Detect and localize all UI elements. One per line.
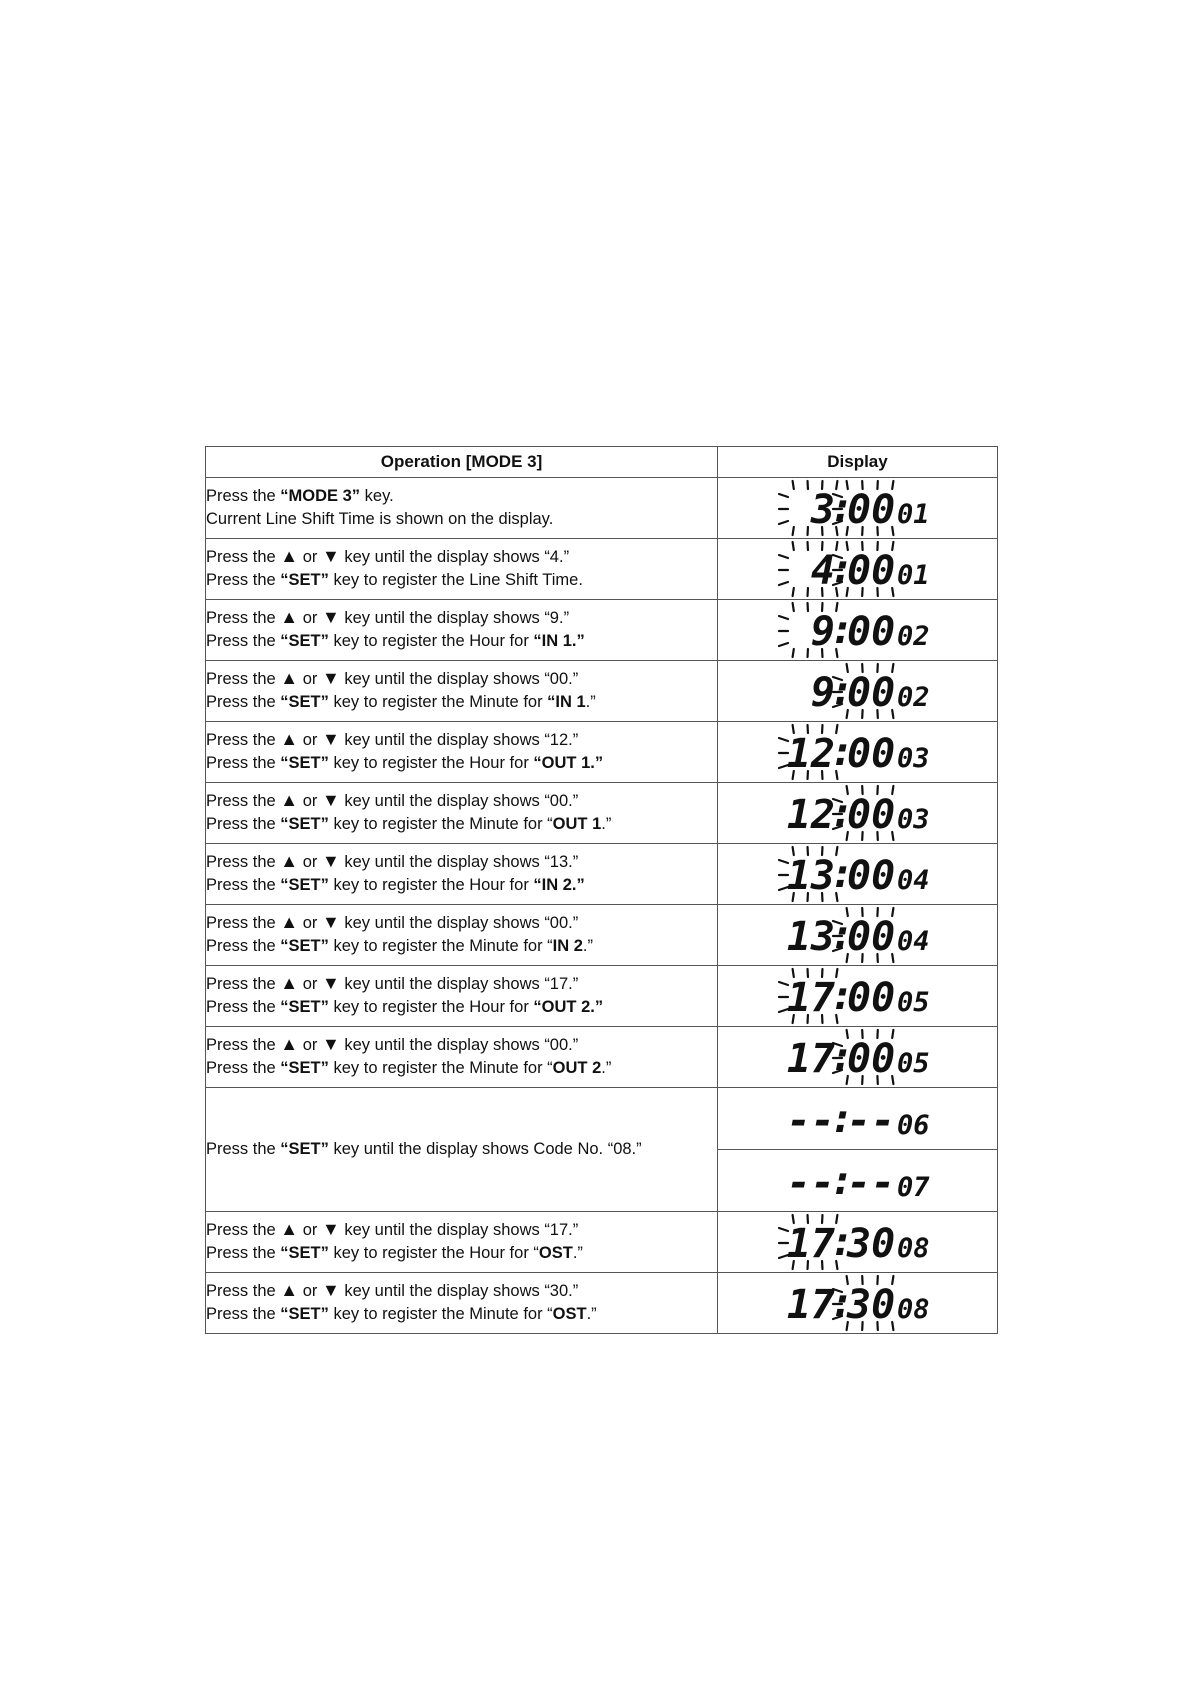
display-cell xyxy=(718,478,998,539)
operation-cell xyxy=(206,1088,718,1212)
lcd-display xyxy=(773,1213,943,1271)
instruction-text: Press the xyxy=(206,876,281,894)
instruction-text: Press the xyxy=(206,1244,281,1262)
up-triangle-icon: ▲ xyxy=(280,607,299,627)
lcd-colon: : xyxy=(829,851,854,897)
table-row xyxy=(206,905,998,966)
operation-cell xyxy=(206,722,718,783)
lcd-minute: -- xyxy=(846,1097,895,1144)
lcd-colon: : xyxy=(829,1280,854,1326)
instruction-line xyxy=(206,752,717,775)
key-name: OUT 1 xyxy=(552,815,602,833)
instruction-line xyxy=(206,569,717,592)
lcd-code: 05 xyxy=(896,1048,930,1079)
instruction-line xyxy=(206,912,717,935)
lcd-hour: -- xyxy=(786,1159,835,1206)
instruction-line xyxy=(206,813,717,836)
table-row xyxy=(206,844,998,905)
hour-blink-ray xyxy=(779,494,788,497)
instruction-line xyxy=(206,546,717,569)
table-row xyxy=(206,783,998,844)
instruction-text: key until the display shows “00.” xyxy=(339,792,579,810)
instruction-text: key until the display shows “4.” xyxy=(339,548,570,566)
up-triangle-icon: ▲ xyxy=(280,1280,299,1300)
display-cell xyxy=(718,539,998,600)
down-triangle-icon: ▼ xyxy=(321,912,340,932)
lcd-hour: -- xyxy=(786,1097,835,1144)
down-triangle-icon: ▼ xyxy=(321,1219,340,1239)
instruction-text: or xyxy=(298,1221,322,1239)
lcd-code: 03 xyxy=(896,743,930,774)
table-header-row xyxy=(206,447,998,478)
instruction-line xyxy=(206,851,717,874)
instruction-line xyxy=(206,485,717,508)
instruction-text: Press the xyxy=(206,731,281,749)
instruction-line xyxy=(206,874,717,897)
lcd-hour: 12 xyxy=(786,792,835,838)
lcd-colon: : xyxy=(829,1095,854,1142)
instruction-text: Press the xyxy=(206,571,281,589)
lcd-minute: 00 xyxy=(846,1036,895,1082)
table-row xyxy=(206,1027,998,1088)
mode3-operation-table xyxy=(205,446,998,1334)
key-name: OST xyxy=(552,1305,587,1323)
instruction-text: key to register the Minute for “ xyxy=(328,937,553,955)
instruction-text: or xyxy=(298,792,322,810)
instruction-text: Press the xyxy=(206,693,281,711)
instruction-text: key until the display shows “17.” xyxy=(339,975,579,993)
key-name: “SET” xyxy=(280,1305,329,1323)
key-name: “OUT 1.” xyxy=(533,754,604,772)
instruction-line xyxy=(206,790,717,813)
lcd-minute: 00 xyxy=(846,670,895,716)
operation-cell xyxy=(206,539,718,600)
down-triangle-icon: ▼ xyxy=(321,851,340,871)
display-cell xyxy=(718,783,998,844)
lcd-colon: : xyxy=(829,546,854,592)
hour-blink-ray xyxy=(779,521,788,524)
lcd-minute: 30 xyxy=(846,1282,895,1328)
lcd-code: 04 xyxy=(896,865,930,896)
operation-column-header: Operation [MODE 3] xyxy=(206,447,718,478)
table-row xyxy=(206,661,998,722)
instruction-text: Press the xyxy=(206,792,281,810)
lcd-display xyxy=(773,1090,943,1148)
display-column-header: Display xyxy=(718,447,998,478)
down-triangle-icon: ▼ xyxy=(321,1034,340,1054)
instruction-text: Press the xyxy=(206,1221,281,1239)
instruction-text: Press the xyxy=(206,632,281,650)
operation-cell xyxy=(206,600,718,661)
up-triangle-icon: ▲ xyxy=(280,851,299,871)
lcd-hour: 12 xyxy=(786,731,835,777)
instruction-text: key until the display shows “00.” xyxy=(339,914,579,932)
instruction-line xyxy=(206,935,717,958)
lcd-colon: : xyxy=(829,912,854,958)
instruction-text: Press the xyxy=(206,1140,281,1158)
key-name: “SET” xyxy=(280,998,329,1016)
lcd-display xyxy=(773,723,943,781)
lcd-display xyxy=(773,1152,943,1210)
down-triangle-icon: ▼ xyxy=(321,546,340,566)
down-triangle-icon: ▼ xyxy=(321,1280,340,1300)
up-triangle-icon: ▲ xyxy=(280,1219,299,1239)
lcd-display xyxy=(773,662,943,720)
instruction-line xyxy=(206,996,717,1019)
operation-cell xyxy=(206,661,718,722)
key-name: “SET” xyxy=(280,571,329,589)
instruction-text: Press the xyxy=(206,548,281,566)
instruction-text: .” xyxy=(586,1305,597,1323)
up-triangle-icon: ▲ xyxy=(280,668,299,688)
lcd-hour: 3 xyxy=(810,487,835,533)
key-name: “SET” xyxy=(280,632,329,650)
instruction-text: key to register the Minute for “ xyxy=(328,815,553,833)
lcd-display xyxy=(773,784,943,842)
lcd-code: 08 xyxy=(896,1233,930,1264)
up-triangle-icon: ▲ xyxy=(280,546,299,566)
key-name: “OUT 2.” xyxy=(533,998,604,1016)
instruction-text: key until the display shows “13.” xyxy=(339,853,579,871)
instruction-text: .” xyxy=(582,937,594,955)
instruction-text: or xyxy=(298,914,322,932)
table-row xyxy=(206,539,998,600)
lcd-hour: 17 xyxy=(786,975,835,1021)
lcd-colon: : xyxy=(829,1157,854,1204)
display-cell xyxy=(718,722,998,783)
lcd-display xyxy=(773,479,943,537)
instruction-text: Press the xyxy=(206,914,281,932)
instruction-line xyxy=(206,1280,717,1303)
lcd-minute: 00 xyxy=(846,609,895,655)
lcd-colon: : xyxy=(829,729,854,775)
instruction-text: key to register the Hour for xyxy=(328,998,534,1016)
lcd-code: 03 xyxy=(896,804,930,835)
instruction-line xyxy=(206,1057,717,1080)
lcd-colon: : xyxy=(829,790,854,836)
instruction-text: or xyxy=(298,609,322,627)
display-cell xyxy=(718,661,998,722)
lcd-hour: 17 xyxy=(786,1221,835,1267)
instruction-text: key until the display shows “00.” xyxy=(339,1036,579,1054)
lcd-code: 02 xyxy=(896,682,930,713)
instruction-text: key until the display shows “9.” xyxy=(339,609,570,627)
instruction-line xyxy=(206,1242,717,1265)
instruction-text: .” xyxy=(585,693,596,711)
up-triangle-icon: ▲ xyxy=(280,1034,299,1054)
instruction-text: Press the xyxy=(206,754,281,772)
instruction-line xyxy=(206,607,717,630)
display-cell xyxy=(718,905,998,966)
hour-blink-ray xyxy=(792,603,793,611)
table-row xyxy=(206,1273,998,1334)
instruction-text: or xyxy=(298,670,322,688)
lcd-display xyxy=(773,1274,943,1332)
display-cell xyxy=(718,600,998,661)
instruction-text: key to register the Line Shift Time. xyxy=(328,571,583,589)
instruction-text: Press the xyxy=(206,1282,281,1300)
key-name: “SET” xyxy=(280,693,329,711)
instruction-text: key until the display shows Code No. “08.” xyxy=(328,1140,642,1158)
lcd-minute: 30 xyxy=(846,1221,895,1267)
instruction-text: key until the display shows “12.” xyxy=(339,731,579,749)
lcd-minute: 00 xyxy=(846,731,895,777)
instruction-text: key to register the Minute for xyxy=(328,693,548,711)
hour-blink-ray xyxy=(779,555,788,558)
operation-cell xyxy=(206,1027,718,1088)
key-name: “IN 1 xyxy=(547,693,586,711)
lcd-display xyxy=(773,540,943,598)
display-cell xyxy=(718,844,998,905)
instruction-text: key to register the Hour for xyxy=(328,876,534,894)
operation-cell xyxy=(206,966,718,1027)
up-triangle-icon: ▲ xyxy=(280,729,299,749)
instruction-text: key to register the Hour for xyxy=(328,754,534,772)
display-cell xyxy=(718,1027,998,1088)
instruction-text: key. xyxy=(360,487,394,505)
instruction-line xyxy=(206,508,717,531)
instruction-text: or xyxy=(298,1282,322,1300)
lcd-code: 08 xyxy=(896,1294,930,1325)
lcd-display xyxy=(773,967,943,1025)
key-name: OUT 2 xyxy=(552,1059,602,1077)
hour-blink-ray xyxy=(779,643,788,646)
lcd-hour: 4 xyxy=(810,548,835,594)
lcd-minute: 00 xyxy=(846,487,895,533)
instruction-text: Press the xyxy=(206,998,281,1016)
lcd-colon: : xyxy=(829,668,854,714)
down-triangle-icon: ▼ xyxy=(321,790,340,810)
down-triangle-icon: ▼ xyxy=(321,668,340,688)
hour-blink-ray xyxy=(792,527,793,535)
lcd-colon: : xyxy=(829,485,854,531)
instruction-text: Press the xyxy=(206,853,281,871)
lcd-minute: 00 xyxy=(846,914,895,960)
lcd-colon: : xyxy=(829,1034,854,1080)
instruction-text: key until the display shows “17.” xyxy=(339,1221,579,1239)
instruction-line xyxy=(206,729,717,752)
key-name: “SET” xyxy=(280,876,329,894)
lcd-hour: 17 xyxy=(786,1036,835,1082)
lcd-minute: 00 xyxy=(846,792,895,838)
instruction-text: Press the xyxy=(206,815,281,833)
key-name: “SET” xyxy=(280,1244,329,1262)
lcd-colon: : xyxy=(829,607,854,653)
instruction-text: .” xyxy=(601,1059,612,1077)
lcd-colon: : xyxy=(829,973,854,1019)
lcd-code: 06 xyxy=(896,1109,930,1141)
instruction-line xyxy=(206,1034,717,1057)
display-cell xyxy=(718,1212,998,1273)
lcd-code: 07 xyxy=(896,1171,930,1203)
key-name: “SET” xyxy=(280,815,329,833)
instruction-text: or xyxy=(298,1036,322,1054)
instruction-text: Press the xyxy=(206,937,281,955)
operation-cell xyxy=(206,478,718,539)
operation-cell xyxy=(206,844,718,905)
hour-blink-ray xyxy=(779,582,788,585)
instruction-text: Press the xyxy=(206,1059,281,1077)
up-triangle-icon: ▲ xyxy=(280,973,299,993)
key-name: “SET” xyxy=(280,937,329,955)
display-cell xyxy=(718,966,998,1027)
key-name: “IN 1.” xyxy=(533,632,585,650)
lcd-hour: 17 xyxy=(786,1282,835,1328)
instruction-text: key to register the Minute for “ xyxy=(328,1059,553,1077)
table-row xyxy=(206,1088,998,1150)
table-body xyxy=(206,478,998,1334)
instruction-text: Press the xyxy=(206,1305,281,1323)
lcd-hour: 9 xyxy=(810,609,835,655)
down-triangle-icon: ▼ xyxy=(321,973,340,993)
hour-blink-ray xyxy=(792,481,793,489)
lcd-display xyxy=(773,906,943,964)
key-name: “SET” xyxy=(280,754,329,772)
operation-cell xyxy=(206,905,718,966)
table-row xyxy=(206,966,998,1027)
lcd-display xyxy=(773,845,943,903)
instruction-line xyxy=(206,973,717,996)
instruction-text: key to register the Minute for “ xyxy=(328,1305,553,1323)
key-name: OST xyxy=(538,1244,573,1262)
instruction-line xyxy=(206,630,717,653)
instruction-text: Press the xyxy=(206,609,281,627)
instruction-text: or xyxy=(298,731,322,749)
up-triangle-icon: ▲ xyxy=(280,912,299,932)
table-row xyxy=(206,722,998,783)
lcd-minute: 00 xyxy=(846,548,895,594)
operation-cell xyxy=(206,783,718,844)
lcd-minute: 00 xyxy=(846,853,895,899)
lcd-code: 01 xyxy=(896,560,930,591)
instruction-text: Press the xyxy=(206,487,281,505)
instruction-line xyxy=(206,1219,717,1242)
key-name: “IN 2.” xyxy=(533,876,585,894)
instruction-text: Press the xyxy=(206,1036,281,1054)
key-name: “SET” xyxy=(280,1059,329,1077)
instruction-line xyxy=(206,691,717,714)
instruction-text: or xyxy=(298,975,322,993)
instruction-text: key to register the Hour for “ xyxy=(328,1244,539,1262)
down-triangle-icon: ▼ xyxy=(321,607,340,627)
display-cell xyxy=(718,1088,998,1150)
lcd-hour: 13 xyxy=(786,853,835,899)
instruction-line xyxy=(206,1138,717,1161)
operation-cell xyxy=(206,1273,718,1334)
hour-blink-ray xyxy=(792,542,793,550)
lcd-code: 01 xyxy=(896,499,930,530)
key-name: IN 2 xyxy=(552,937,583,955)
instruction-line xyxy=(206,1303,717,1326)
instruction-text: key to register the Hour for xyxy=(328,632,534,650)
display-cell xyxy=(718,1150,998,1212)
hour-blink-ray xyxy=(779,616,788,619)
lcd-minute: 00 xyxy=(846,975,895,1021)
instruction-text: Current Line Shift Time is shown on the display. xyxy=(206,510,554,528)
key-name: “MODE 3” xyxy=(280,487,361,505)
lcd-display xyxy=(773,1028,943,1086)
instruction-text: .” xyxy=(572,1244,583,1262)
table-row xyxy=(206,600,998,661)
instruction-text: or xyxy=(298,548,322,566)
hour-blink-ray xyxy=(792,588,793,596)
lcd-colon: : xyxy=(829,1219,854,1265)
instruction-text: Press the xyxy=(206,670,281,688)
lcd-code: 05 xyxy=(896,987,930,1018)
instruction-text: key until the display shows “30.” xyxy=(339,1282,579,1300)
operation-cell xyxy=(206,1212,718,1273)
instruction-text: or xyxy=(298,853,322,871)
key-name: “SET” xyxy=(280,1140,329,1158)
instruction-text: key until the display shows “00.” xyxy=(339,670,579,688)
lcd-hour: 13 xyxy=(786,914,835,960)
up-triangle-icon: ▲ xyxy=(280,790,299,810)
hour-blink-ray xyxy=(792,649,793,657)
instruction-text: .” xyxy=(601,815,612,833)
table-row xyxy=(206,478,998,539)
down-triangle-icon: ▼ xyxy=(321,729,340,749)
lcd-hour: 9 xyxy=(810,670,835,716)
table-row xyxy=(206,1212,998,1273)
lcd-minute: -- xyxy=(846,1159,895,1206)
lcd-display xyxy=(773,601,943,659)
instruction-line xyxy=(206,668,717,691)
lcd-code: 04 xyxy=(896,926,930,957)
lcd-code: 02 xyxy=(896,621,930,652)
instruction-text: Press the xyxy=(206,975,281,993)
display-cell xyxy=(718,1273,998,1334)
